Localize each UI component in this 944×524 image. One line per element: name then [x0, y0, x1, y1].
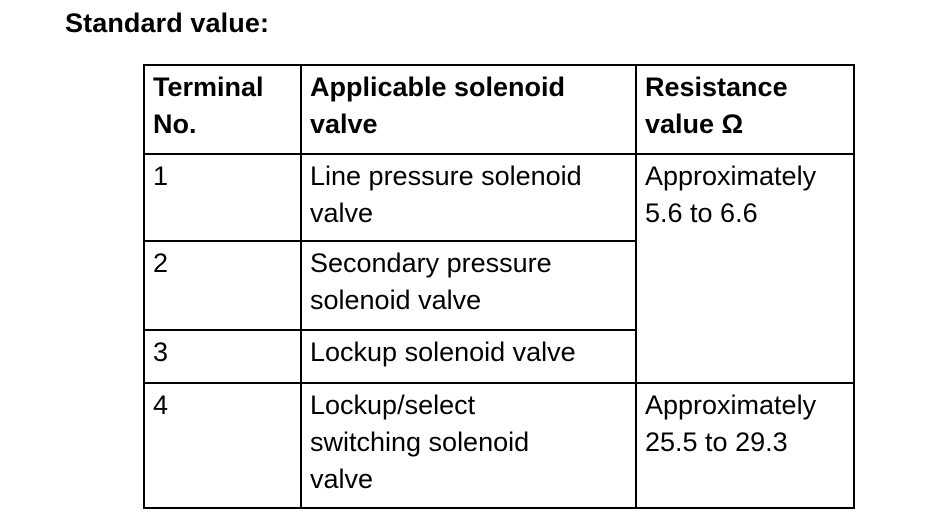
valve-line: Secondary pressure	[310, 248, 552, 278]
valve-line: valve	[310, 464, 374, 494]
valve-cell	[301, 383, 636, 508]
table-row	[144, 154, 854, 241]
header-terminal-line2: No.	[153, 109, 197, 139]
terminal-cell: 1	[144, 154, 301, 241]
standard-value-heading: Standard value:	[65, 8, 270, 38]
valve-line: switching solenoid	[310, 427, 530, 457]
valve-cell	[301, 241, 636, 330]
valve-line: solenoid valve	[310, 285, 482, 315]
header-resistance-line1: Resistance	[645, 72, 788, 102]
table-header-row	[144, 65, 854, 154]
header-resistance-value	[636, 65, 854, 154]
header-terminal-no	[144, 65, 301, 154]
resistance-line: 25.5 to 29.3	[645, 427, 788, 457]
resistance-line: Approximately	[645, 161, 817, 191]
resistance-cell	[636, 154, 854, 383]
header-valve-line2: valve	[310, 109, 378, 139]
terminal-cell: 3	[144, 330, 301, 383]
header-terminal-line1: Terminal	[153, 72, 264, 102]
header-applicable-valve	[301, 65, 636, 154]
valve-line: Line pressure solenoid	[310, 161, 582, 191]
terminal-cell: 4	[144, 383, 301, 508]
terminal-cell: 2	[144, 241, 301, 330]
solenoid-resistance-table	[143, 64, 855, 509]
resistance-line: 5.6 to 6.6	[645, 198, 758, 228]
valve-cell	[301, 154, 636, 241]
header-resistance-line2: value Ω	[645, 109, 744, 139]
header-valve-line1: Applicable solenoid	[310, 72, 566, 102]
table-row	[144, 383, 854, 508]
resistance-line: Approximately	[645, 390, 817, 420]
valve-cell	[301, 330, 636, 383]
valve-line: Lockup solenoid valve	[310, 337, 576, 367]
valve-line: valve	[310, 198, 374, 228]
valve-line: Lockup/select	[310, 390, 476, 420]
resistance-cell	[636, 383, 854, 508]
